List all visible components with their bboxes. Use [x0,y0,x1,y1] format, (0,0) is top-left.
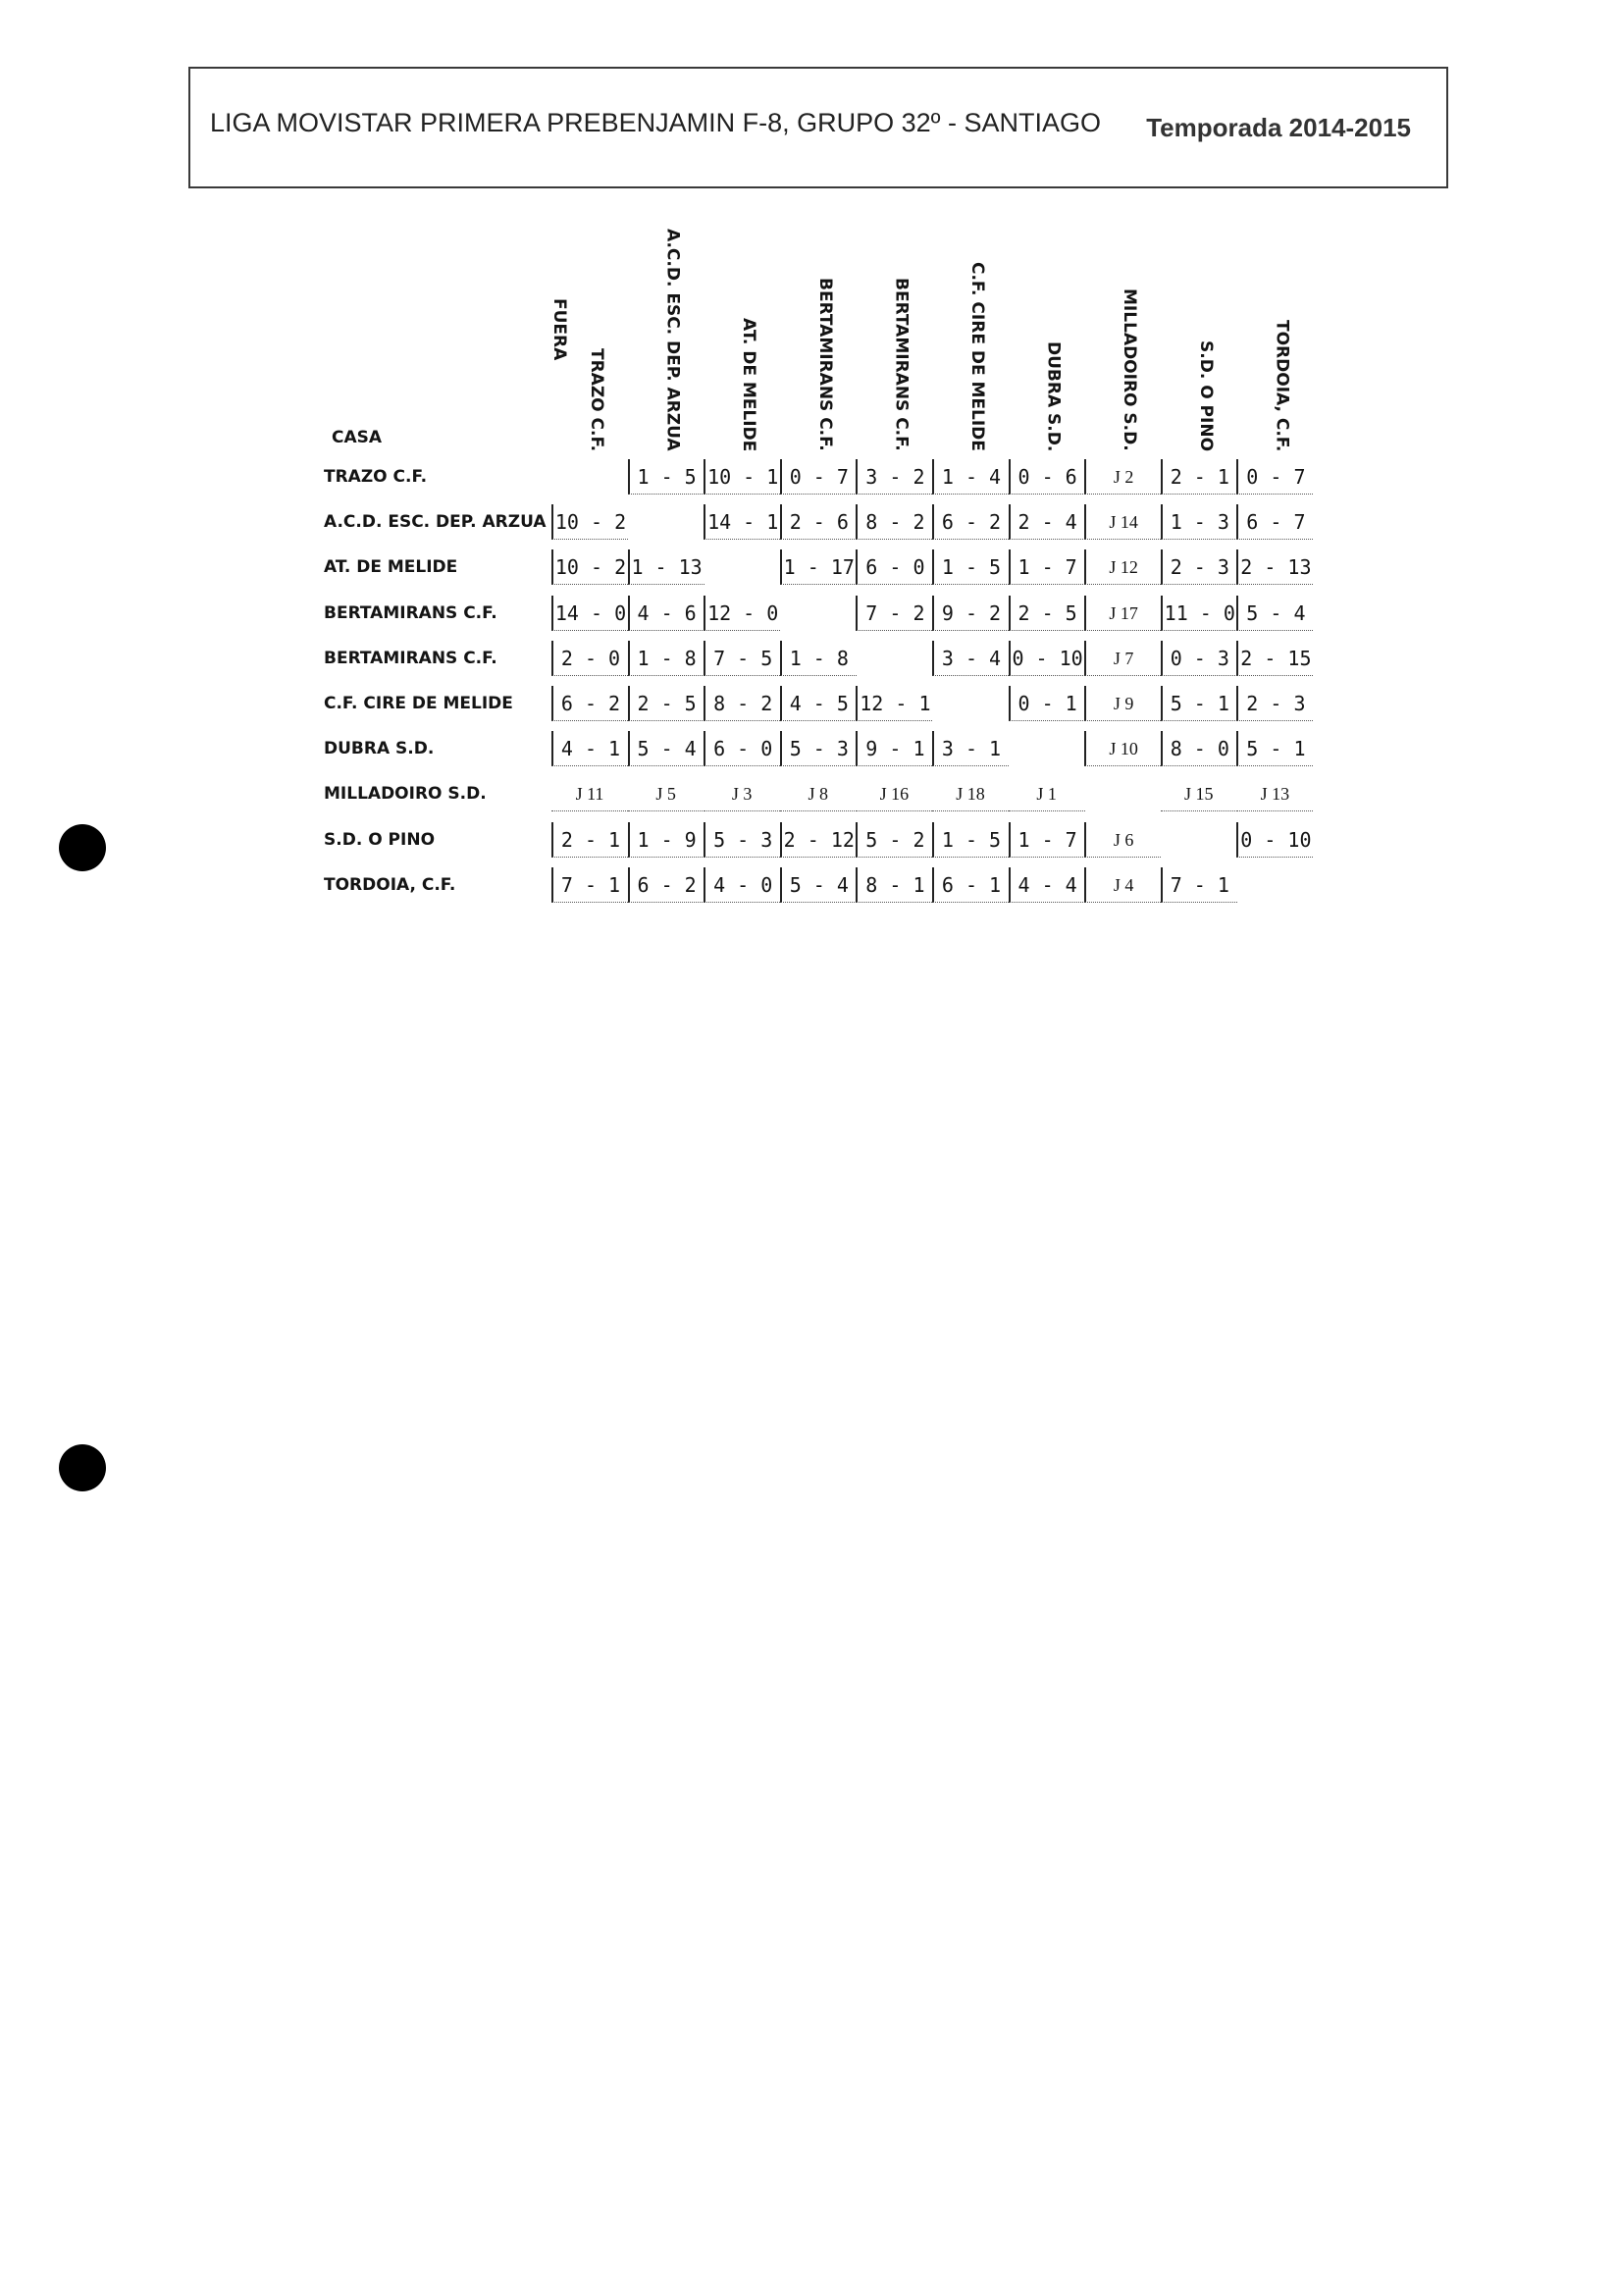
result-cell: 6 - 2 [628,867,704,903]
result-cell: 5 - 1 [1236,731,1313,766]
result-cell: 6 - 1 [932,867,1009,903]
column-header-label: MILLADOIRO S.D. [1120,288,1140,451]
result-cell: 5 - 3 [704,822,780,858]
result-cell: J 5 [628,776,704,811]
result-cell: 5 - 4 [628,731,704,766]
result-cell [551,459,628,495]
result-cell: 3 - 1 [932,731,1009,766]
result-cell: 1 - 8 [628,641,704,676]
result-cell: 0 - 6 [1009,459,1085,495]
result-cell: 1 - 8 [780,641,857,676]
result-cell: 6 - 0 [704,731,780,766]
result-cell: 1 - 4 [932,459,1009,495]
result-cell: 4 - 1 [551,731,628,766]
result-cell: 5 - 2 [856,822,932,858]
result-cell: 0 - 7 [780,459,857,495]
result-cell: 8 - 2 [856,504,932,540]
result-cell: 7 - 1 [551,867,628,903]
result-cell [780,596,857,631]
row-team-name: C.F. CIRE DE MELIDE [324,694,513,713]
row-team-name: MILLADOIRO S.D. [324,784,487,805]
result-cell: 10 - 1 [704,459,780,495]
result-cell: 5 - 3 [780,731,857,766]
result-cell [628,504,704,540]
result-cell: 3 - 2 [856,459,932,495]
result-cell: J 2 [1084,459,1161,495]
result-cell: 1 - 5 [628,459,704,495]
result-cell: 2 - 6 [780,504,857,540]
column-header [628,206,704,451]
result-cell: J 7 [1084,641,1161,676]
column-header [1236,206,1313,451]
result-cell: 6 - 7 [1236,504,1313,540]
punch-hole [59,1444,106,1491]
result-cell: 2 - 4 [1009,504,1085,540]
result-cell: 2 - 3 [1236,686,1313,721]
result-cell [932,686,1009,721]
result-cell: J 14 [1084,504,1161,540]
result-cell: 1 - 5 [932,549,1009,585]
result-cell: 2 - 15 [1236,641,1313,676]
result-cell: 0 - 10 [1009,641,1085,676]
result-cell: 11 - 0 [1161,596,1237,631]
result-cell: J 1 [1009,776,1085,811]
result-cell: 0 - 3 [1161,641,1237,676]
column-header [1084,206,1161,451]
away-label: FUERA [549,298,569,361]
result-cell: J 17 [1084,596,1161,631]
result-cell: 2 - 13 [1236,549,1313,585]
column-header [1009,206,1085,451]
result-cell: 14 - 0 [551,596,628,631]
result-cell: 12 - 1 [856,686,932,721]
result-cell: 10 - 2 [551,504,628,540]
result-cell: J 16 [856,776,932,811]
column-header [932,206,1009,451]
home-label: CASA [332,428,383,447]
result-cell: 6 - 0 [856,549,932,585]
result-cell: 1 - 17 [780,549,857,585]
result-cell: 5 - 4 [780,867,857,903]
result-cell: 6 - 2 [551,686,628,721]
result-cell: 2 - 0 [551,641,628,676]
result-cell: 0 - 10 [1236,822,1313,858]
column-header [704,206,780,451]
result-cell: 2 - 5 [628,686,704,721]
result-cell: 8 - 1 [856,867,932,903]
result-cell: 0 - 1 [1009,686,1085,721]
row-team-name: BERTAMIRANS C.F. [324,602,497,623]
result-cell: J 4 [1084,867,1161,903]
result-cell: 10 - 2 [551,549,628,585]
result-cell [1009,731,1085,766]
result-cell: 1 - 9 [628,822,704,858]
result-cell: 2 - 1 [1161,459,1237,495]
column-header-label: TRAZO C.F. [587,347,606,451]
result-cell: 4 - 0 [704,867,780,903]
column-header-label: AT. DE MELIDE [739,317,759,451]
column-header [780,206,857,451]
result-cell [1084,776,1161,811]
result-cell [856,641,932,676]
result-cell: 2 - 12 [780,822,857,858]
result-cell: 7 - 2 [856,596,932,631]
result-cell [704,549,780,585]
row-team-name: A.C.D. ESC. DEP. ARZUA [324,512,547,533]
row-team-name: AT. DE MELIDE [324,557,458,578]
result-cell: 4 - 6 [628,596,704,631]
season-label: Temporada 2014-2015 [1146,113,1411,142]
result-cell: J 15 [1161,776,1237,811]
result-cell: 14 - 1 [704,504,780,540]
column-header-label: C.F. CIRE DE MELIDE [967,262,987,451]
result-cell: 0 - 7 [1236,459,1313,495]
column-header-label: DUBRA S.D. [1043,340,1064,451]
column-header-label: A.C.D. ESC. DEP. ARZUA [662,229,683,451]
column-header-label: BERTAMIRANS C.F. [814,278,835,451]
result-cell: 2 - 3 [1161,549,1237,585]
result-cell: J 9 [1084,686,1161,721]
row-team-name: DUBRA S.D. [324,739,435,759]
punch-hole [59,824,106,871]
result-cell: 12 - 0 [704,596,780,631]
result-cell: 4 - 4 [1009,867,1085,903]
row-team-name: TRAZO C.F. [324,467,428,487]
column-header [551,206,628,451]
result-cell: 1 - 3 [1161,504,1237,540]
result-cell: J 12 [1084,549,1161,585]
result-cell: 5 - 4 [1236,596,1313,631]
result-cell: J 13 [1236,776,1313,811]
result-cell: 1 - 5 [932,822,1009,858]
result-cell: 9 - 2 [932,596,1009,631]
result-cell: 4 - 5 [780,686,857,721]
result-cell [1236,867,1313,903]
result-cell: J 8 [780,776,857,811]
result-cell: 8 - 0 [1161,731,1237,766]
result-cell: 1 - 7 [1009,822,1085,858]
column-header-label: S.D. O PINO [1195,339,1216,451]
result-cell: 3 - 4 [932,641,1009,676]
result-cell: 2 - 1 [551,822,628,858]
column-header-label: TORDOIA, C.F. [1272,319,1292,451]
result-cell: 6 - 2 [932,504,1009,540]
row-team-name: TORDOIA, C.F. [324,874,456,895]
result-cell: 5 - 1 [1161,686,1237,721]
result-cell: J 3 [704,776,780,811]
result-cell: 1 - 7 [1009,549,1085,585]
result-cell [1161,822,1237,858]
result-cell: J 6 [1084,822,1161,858]
row-team-name: S.D. O PINO [324,829,436,850]
result-cell: J 11 [551,776,628,811]
column-header-label: BERTAMIRANS C.F. [891,278,912,451]
page-title: LIGA MOVISTAR PRIMERA PREBENJAMIN F-8, GRUPO 32º - SANTIAGO [210,108,1102,137]
result-cell: 2 - 5 [1009,596,1085,631]
result-cell: 7 - 1 [1161,867,1237,903]
result-cell: J 18 [932,776,1009,811]
result-cell: 9 - 1 [856,731,932,766]
column-header [856,206,932,451]
title-box [188,67,1448,188]
result-cell: J 10 [1084,731,1161,766]
result-cell: 1 - 13 [628,549,704,585]
result-cell: 7 - 5 [704,641,780,676]
result-cell: 8 - 2 [704,686,780,721]
row-team-name: BERTAMIRANS C.F. [324,648,497,668]
column-header [1161,206,1237,451]
